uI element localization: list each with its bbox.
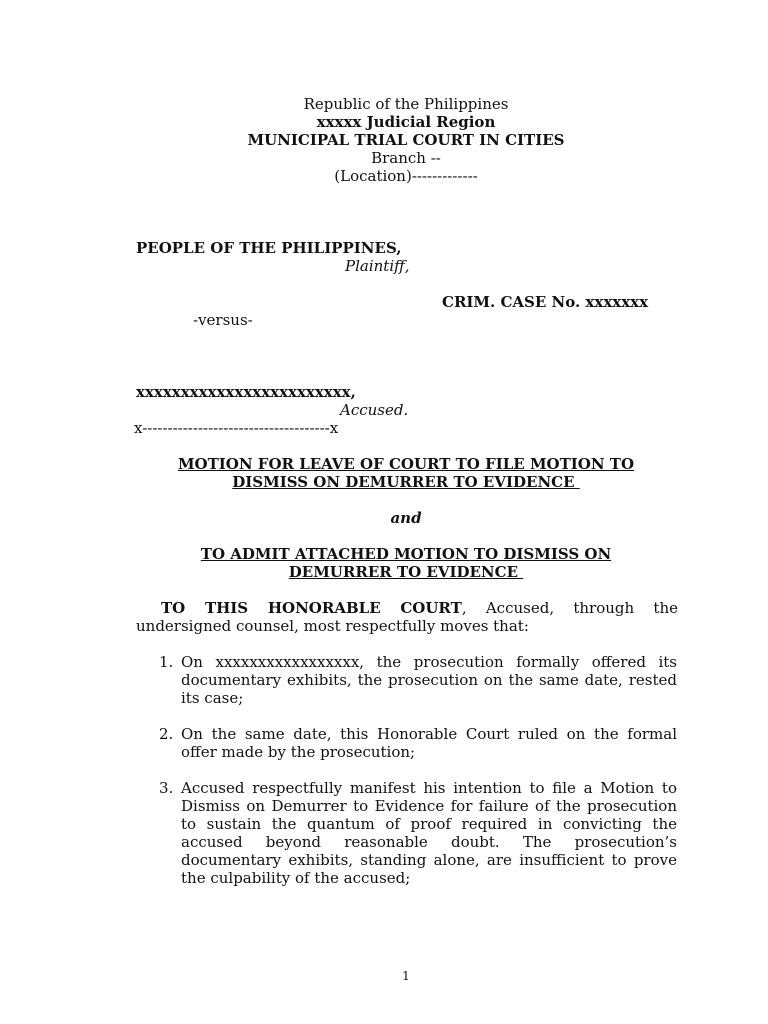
- motion-title-line-2: DISMISS ON DEMURRER TO EVIDENCE: [232, 473, 580, 491]
- republic-heading: Republic of the Philippines: [303, 95, 509, 113]
- caption-rule: x-------------------------------------x: [134, 419, 339, 437]
- item-text: Accused respectfully manifest his intention to file a Motion to Dismiss on Demurrer to Evidence for failure of the prosecution to sustain the quantum of proof required in convicting the accused beyond reasonable doubt. The prosecution’s documentary exhibits, standing alone, are insufficient to prove the culpability of the accused;: [181, 779, 677, 887]
- versus-label: -versus-: [193, 311, 253, 329]
- court-heading: MUNICIPAL TRIAL COURT IN CITIES: [247, 131, 565, 149]
- location-heading: (Location)-------------: [334, 167, 478, 185]
- page-number: 1: [402, 969, 410, 983]
- item-number: 1.: [159, 653, 174, 671]
- item-number: 2.: [159, 725, 174, 743]
- branch-heading: Branch --: [371, 149, 441, 167]
- accused-role: Accused.: [340, 401, 409, 419]
- title-conjunction: and: [390, 509, 422, 527]
- motion-title-line-1: MOTION FOR LEAVE OF COURT TO FILE MOTION TO: [177, 455, 635, 473]
- item-text: On xxxxxxxxxxxxxxxxx, the prosecution formally offered its documentary exhibits, the prosecution on the same date, rested its case;: [181, 653, 677, 707]
- motion-title-line-3: TO ADMIT ATTACHED MOTION TO DISMISS ON: [200, 545, 612, 563]
- plaintiff-name: PEOPLE OF THE PHILIPPINES,: [136, 239, 402, 257]
- motion-title-line-4: DEMURRER TO EVIDENCE: [288, 563, 524, 581]
- intro-text: , Accused, through the undersigned counsel, most respectfully moves that:: [136, 599, 678, 635]
- item-text: On the same date, this Honorable Court ruled on the formal offer made by the prosecution;: [181, 725, 677, 761]
- case-number: CRIM. CASE No. xxxxxxx: [442, 293, 649, 311]
- plaintiff-role: Plaintiff,: [345, 257, 410, 275]
- item-number: 3.: [159, 779, 174, 797]
- court-address: TO THIS HONORABLE COURT: [161, 599, 462, 617]
- intro-paragraph: [136, 599, 678, 635]
- judicial-region-heading: xxxxx Judicial Region: [316, 113, 496, 131]
- accused-name: xxxxxxxxxxxxxxxxxxxxxxxx,: [136, 383, 356, 401]
